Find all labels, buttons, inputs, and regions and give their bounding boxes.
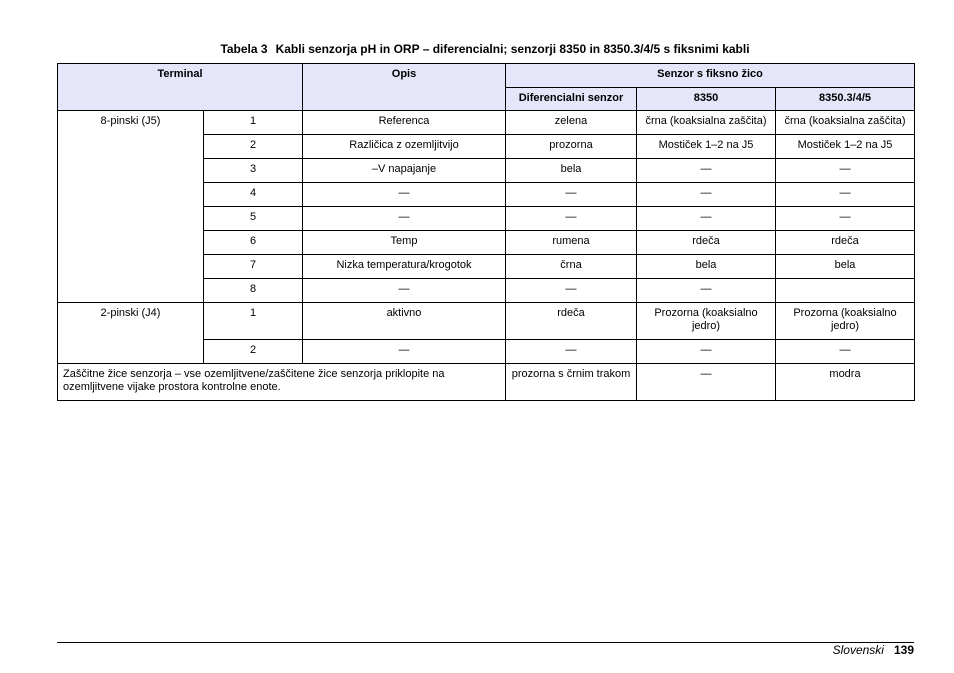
- s8350-cell: —: [637, 279, 776, 303]
- s8350-cell: Mostiček 1–2 na J5: [637, 135, 776, 159]
- s8350-cell: —: [637, 340, 776, 364]
- s8350-345-cell: —: [776, 340, 915, 364]
- s8350-345-cell: [776, 279, 915, 303]
- pin-cell: 1: [204, 111, 303, 135]
- s8350-cell: —: [637, 364, 776, 401]
- dif-cell: —: [506, 340, 637, 364]
- s8350-cell: bela: [637, 255, 776, 279]
- pin-cell: 8: [204, 279, 303, 303]
- s8350-345-cell: črna (koaksialna zaščita): [776, 111, 915, 135]
- header-senzor-group: Senzor s fiksno žico: [506, 64, 915, 88]
- s8350-345-cell: rdeča: [776, 231, 915, 255]
- dif-cell: zelena: [506, 111, 637, 135]
- header-diferencialni: Diferencialni senzor: [506, 88, 637, 111]
- dif-cell: —: [506, 279, 637, 303]
- opis-cell: —: [303, 340, 506, 364]
- dif-cell: rdeča: [506, 303, 637, 340]
- s8350-345-cell: modra: [776, 364, 915, 401]
- opis-cell: —: [303, 183, 506, 207]
- dif-cell: črna: [506, 255, 637, 279]
- s8350-cell: —: [637, 159, 776, 183]
- shield-note: Zaščitne žice senzorja – vse ozemljitvene/zaščitene žice senzorja priklopite na ozemljitvene vijake prostora kontrolne enote.: [58, 364, 506, 401]
- opis-cell: Nizka temperatura/krogotok: [303, 255, 506, 279]
- dif-cell: rumena: [506, 231, 637, 255]
- group-label-j4: 2-pinski (J4): [58, 303, 204, 364]
- opis-cell: –V napajanje: [303, 159, 506, 183]
- table-number: Tabela 3: [220, 42, 268, 56]
- footer-divider: [57, 642, 914, 643]
- dif-cell: prozorna: [506, 135, 637, 159]
- s8350-345-cell: —: [776, 183, 915, 207]
- opis-cell: aktivno: [303, 303, 506, 340]
- pin-cell: 2: [204, 135, 303, 159]
- s8350-345-cell: bela: [776, 255, 915, 279]
- opis-cell: Temp: [303, 231, 506, 255]
- pin-cell: 3: [204, 159, 303, 183]
- pin-cell: 4: [204, 183, 303, 207]
- pin-cell: 6: [204, 231, 303, 255]
- table-title: Kabli senzorja pH in ORP – diferencialni; senzorji 8350 in 8350.3/4/5 s fiksnimi kabli: [275, 42, 750, 56]
- opis-cell: Različica z ozemljitvijo: [303, 135, 506, 159]
- s8350-cell: rdeča: [637, 231, 776, 255]
- pin-cell: 7: [204, 255, 303, 279]
- s8350-cell: Prozorna (koaksialno jedro): [637, 303, 776, 340]
- shield-row: [58, 364, 915, 401]
- footer-language: Slovenski: [832, 643, 884, 657]
- pin-cell: 2: [204, 340, 303, 364]
- opis-cell: —: [303, 207, 506, 231]
- dif-cell: bela: [506, 159, 637, 183]
- s8350-cell: —: [637, 207, 776, 231]
- opis-cell: Referenca: [303, 111, 506, 135]
- table-row: [58, 111, 915, 135]
- dif-cell: —: [506, 207, 637, 231]
- s8350-cell: črna (koaksialna zaščita): [637, 111, 776, 135]
- header-opis: Opis: [303, 64, 506, 111]
- pin-cell: 1: [204, 303, 303, 340]
- s8350-345-cell: —: [776, 159, 915, 183]
- page-number: 139: [893, 643, 914, 657]
- page-footer: [833, 643, 914, 657]
- s8350-345-cell: —: [776, 207, 915, 231]
- s8350-cell: —: [637, 183, 776, 207]
- s8350-345-cell: Prozorna (koaksialno jedro): [776, 303, 915, 340]
- header-8350-345: 8350.3/4/5: [776, 88, 915, 111]
- pin-cell: 5: [204, 207, 303, 231]
- table-caption: [0, 42, 954, 56]
- opis-cell: —: [303, 279, 506, 303]
- table-row: [58, 303, 915, 340]
- header-8350: 8350: [637, 88, 776, 111]
- header-terminal: Terminal: [58, 64, 303, 111]
- dif-cell: prozorna s črnim trakom: [506, 364, 637, 401]
- dif-cell: —: [506, 183, 637, 207]
- cable-table: [57, 63, 915, 401]
- s8350-345-cell: Mostiček 1–2 na J5: [776, 135, 915, 159]
- group-label-j5: 8-pinski (J5): [58, 111, 204, 303]
